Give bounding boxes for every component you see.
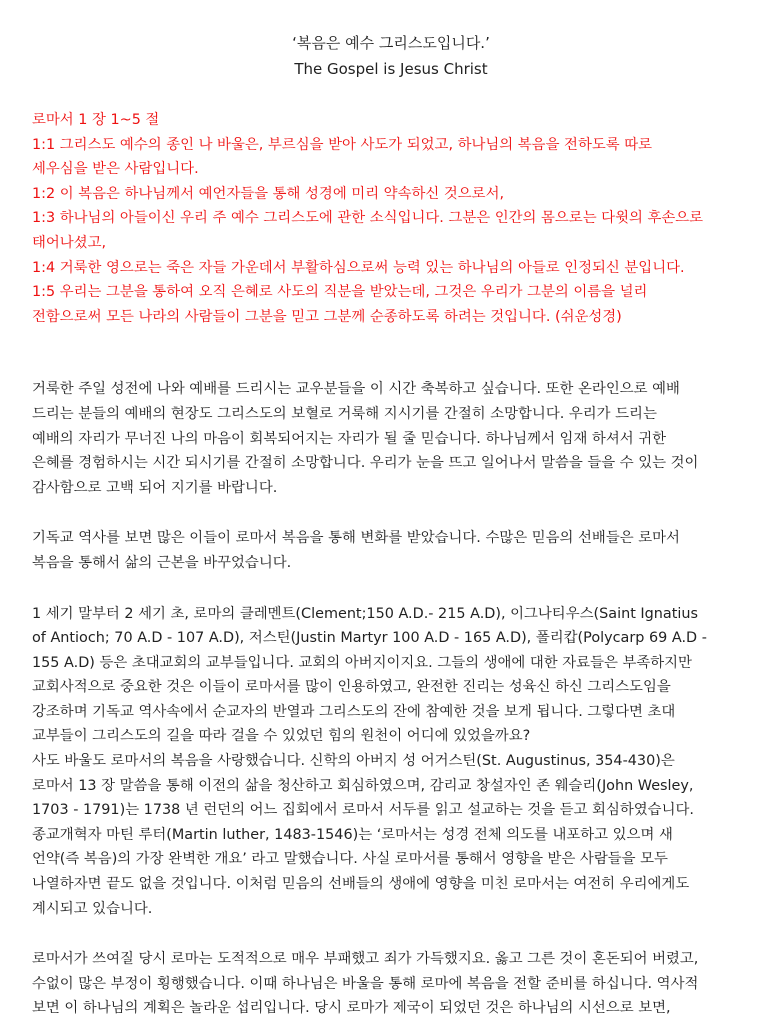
paragraph-line: 감사함으로 고백 되어 지기를 바랍니다. bbox=[32, 479, 278, 496]
paragraph-line: 종교개혁자 마틴 루터(Martin luther, 1483-1546)는 ‘로마서는 성경 전체 의도를 내포하고 있으며 새 bbox=[32, 826, 673, 843]
scripture-verse-line: 1:3 하나님의 아들이신 우리 주 예수 그리스도에 관한 소식입니다. 그분은 인간의 몸으로는 다윗의 후손으로 bbox=[32, 210, 704, 227]
paragraph-line: 예배의 자리가 무너진 나의 마음이 회복되어지는 자리가 될 줄 믿습니다. 하나님께서 임재 하셔서 귀한 bbox=[32, 430, 666, 447]
title-english: The Gospel is Jesus Christ bbox=[294, 60, 488, 78]
scripture-verse-line: 1:1 그리스도 예수의 종인 나 바울은, 부르심을 받아 사도가 되었고, 하나님의 복음을 전하도록 따로 bbox=[32, 136, 653, 153]
scripture-heading: 로마서 1 장 1~5 절 bbox=[32, 112, 160, 128]
paragraph-line: 강조하며 기독교 역사속에서 순교자의 반열과 그리스도의 잔에 참예한 것을 보게 됩니다. 그렇다면 초대 bbox=[32, 703, 676, 720]
scripture-verse-line: 태어나셨고, bbox=[32, 234, 107, 251]
scripture-verse-line: 전함으로써 모든 나라의 사람들이 그분을 믿고 그분께 순종하도록 하려는 것입니다. (쉬운성경) bbox=[32, 308, 622, 325]
paragraph-line: 155 A.D) 등은 초대교회의 교부들입니다. 교회의 아버지이지요. 그들의 생애에 대한 자료들은 부족하지만 bbox=[32, 654, 692, 671]
body-paragraph bbox=[32, 602, 750, 922]
paragraph-line: 1 세기 말부터 2 세기 초, 로마의 클레멘트(Clement;150 A.D.- 215 A.D), 이그나티우스(Saint Ignatius bbox=[32, 605, 698, 622]
sermon-body bbox=[32, 377, 750, 1021]
paragraph-line: 수없이 많은 부정이 횡행했습니다. 이때 하나님은 바울을 통해 로마에 복음을 전할 준비를 하십니다. 역사적 bbox=[32, 975, 699, 992]
paragraph-line: 1703 - 1791)는 1738 년 런던의 어느 집회에서 로마서 서두를 읽고 설교하는 것을 듣고 회심하였습니다. bbox=[32, 802, 694, 819]
scripture-passage bbox=[32, 108, 750, 329]
scripture-verse-line: 1:2 이 복음은 하나님께서 예언자들을 통해 성경에 미리 약속하신 것으로서, bbox=[32, 185, 505, 202]
title-korean: ‘복음은 예수 그리스도입니다.’ bbox=[292, 34, 490, 52]
scripture-verses bbox=[32, 133, 750, 330]
paragraph-line: 교부들이 그리스도의 길을 따라 걸을 수 있었던 힘의 원천이 어디에 있었을까요? bbox=[32, 728, 531, 745]
paragraph-line: 계시되고 있습니다. bbox=[32, 900, 153, 917]
body-paragraph bbox=[32, 526, 750, 575]
document-title bbox=[32, 30, 750, 82]
paragraph-line: 나열하자면 끝도 없을 것입니다. 이처럼 믿음의 선배들의 생애에 영향을 미친 로마서는 여전히 우리에게도 bbox=[32, 876, 690, 893]
scripture-verse-line: 세우심을 받은 사람입니다. bbox=[32, 161, 199, 178]
paragraph-line: 복음을 통해서 삶의 근본을 바꾸었습니다. bbox=[32, 554, 292, 571]
paragraph-line: 사도 바울도 로마서의 복음을 사랑했습니다. 신학의 아버지 성 어거스틴(St. Augustinus, 354-430)은 bbox=[32, 753, 675, 770]
paragraph-line: 언약(즉 복음)의 가장 완벽한 개요’ 라고 말했습니다. 사실 로마서를 통해서 영향을 받은 사람들을 모두 bbox=[32, 851, 668, 868]
paragraph-line: 보면 이 하나님의 계획은 놀라운 섭리입니다. 당시 로마가 제국이 되었던 것은 하나님의 시선으로 보면, bbox=[32, 1000, 671, 1017]
scripture-verse-line: 1:5 우리는 그분을 통하여 오직 은혜로 사도의 직분을 받았는데, 그것은 우리가 그분의 이름을 널리 bbox=[32, 284, 648, 301]
paragraph-line: 로마서가 쓰여질 당시 로마는 도적적으로 매우 부패했고 죄가 가득했지요. 옳고 그른 것이 혼돈되어 버렸고, bbox=[32, 951, 699, 968]
paragraph-line: 로마서 13 장 말씀을 통해 이전의 삶을 청산하고 회심하였으며, 감리교 창설자인 존 웨슬리(John Wesley, bbox=[32, 777, 694, 794]
paragraph-line: of Antioch; 70 A.D - 107 A.D), 저스틴(Justin Martyr 100 A.D - 165 A.D), 폴리캅(Polycarp 69 A.D - bbox=[32, 630, 707, 647]
paragraph-line: 교회사적으로 중요한 것은 이들이 로마서를 많이 인용하였고, 완전한 진리는 성육신 하신 그리스도임을 bbox=[32, 679, 671, 696]
scripture-verse-line: 1:4 거룩한 영으로는 죽은 자들 가운데서 부활하심으로써 능력 있는 하나님의 아들로 인정되신 분입니다. bbox=[32, 259, 685, 276]
body-paragraph bbox=[32, 377, 750, 500]
paragraph-line: 은혜를 경험하시는 시간 되시기를 간절히 소망합니다. 우리가 눈을 뜨고 일어나서 말씀을 들을 수 있는 것이 bbox=[32, 455, 699, 472]
paragraph-line: 기독교 역사를 보면 많은 이들이 로마서 복음을 통해 변화를 받았습니다. 수많은 믿음의 선배들은 로마서 bbox=[32, 530, 680, 547]
paragraph-line: 드리는 분들의 예배의 현장도 그리스도의 보혈로 거룩해 지시기를 간절히 소망합니다. 우리가 드리는 bbox=[32, 405, 657, 422]
paragraph-line: 거룩한 주일 성전에 나와 예배를 드리시는 교우분들을 이 시간 축복하고 싶습니다. 또한 온라인으로 예배 bbox=[32, 381, 680, 398]
body-paragraph bbox=[32, 947, 750, 1021]
